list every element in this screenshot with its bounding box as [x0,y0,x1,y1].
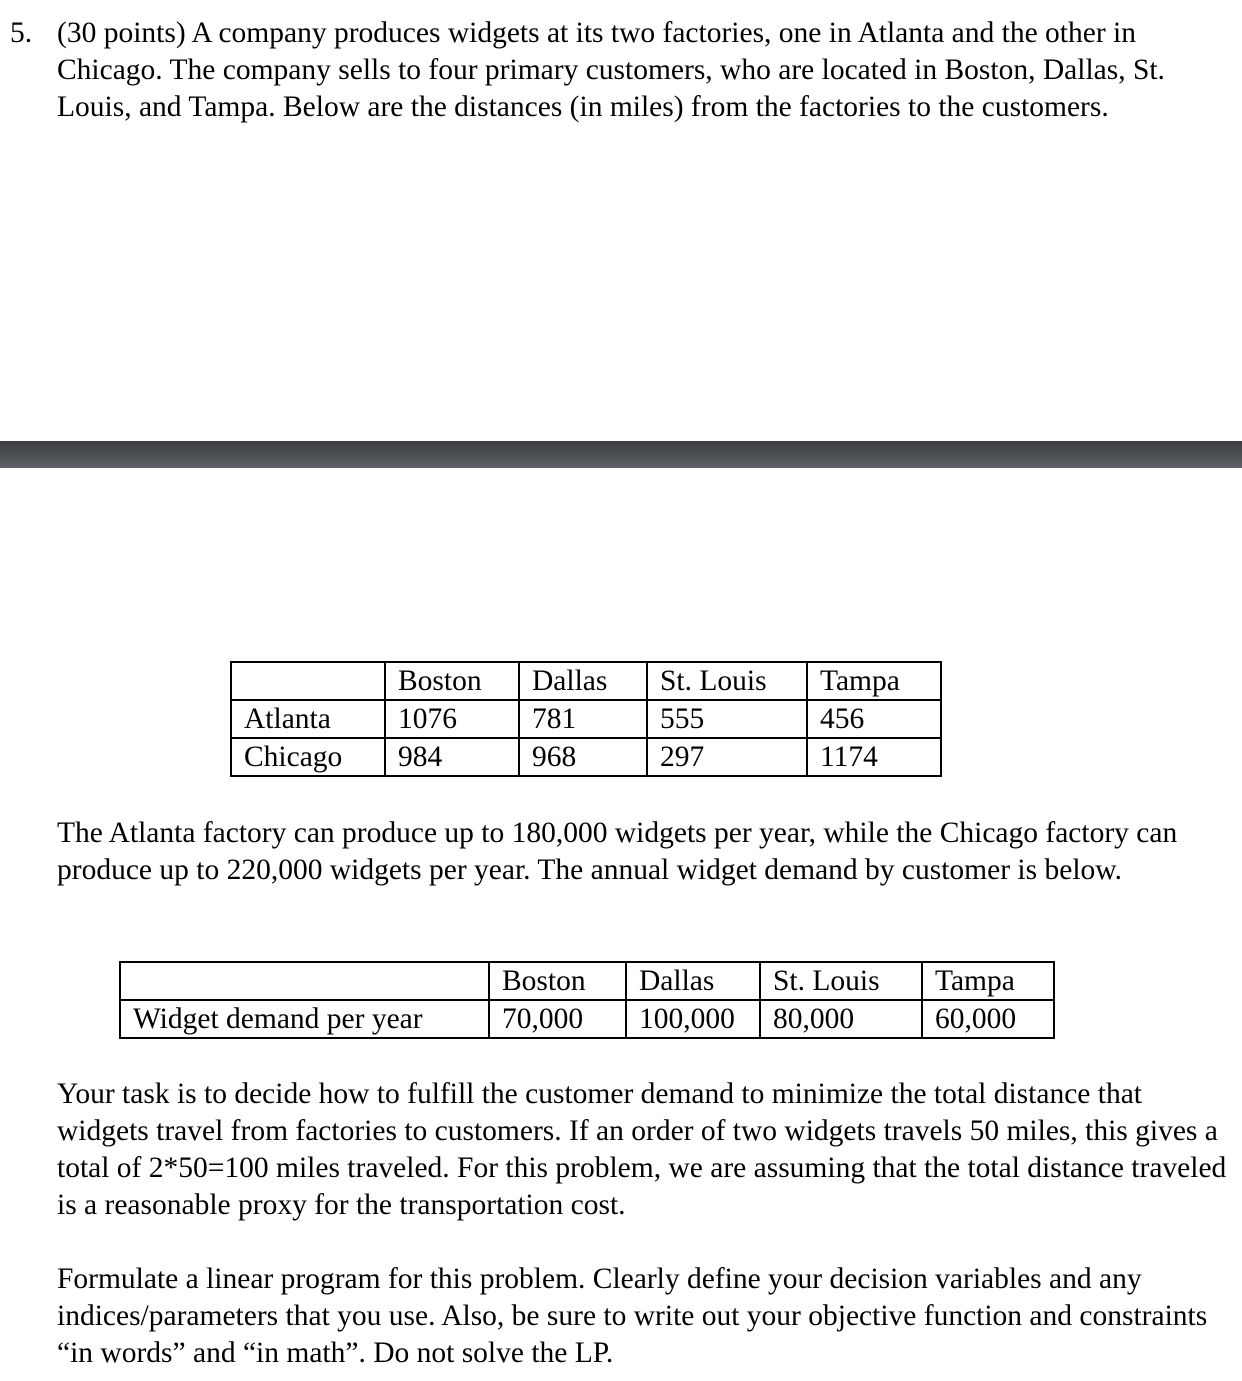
formulate-paragraph: Formulate a linear program for this problem. Clearly define your decision variables and any indices/parameters that you use. Also, be sure to write out your objective function and constraints “in words” and “in math”. Do not solve the LP. [57,1263,1208,1369]
table-cell: 984 [385,738,519,776]
capacity-paragraph: The Atlanta factory can produce up to 180,000 widgets per year, while the Chicago factory can produce up to 220,000 widgets per year. The annual widget demand by customer is below. [57,817,1178,886]
page-divider-bar [0,441,1242,468]
problem-number: 5. [10,17,33,49]
table-header-row [120,962,1054,1000]
table-header-cell: Tampa [922,962,1054,1000]
table-cell: 1076 [385,700,519,738]
table-row-label: Widget demand per year [120,1000,489,1038]
table-row [231,738,941,776]
table-header-cell: Dallas [626,962,760,1000]
table-cell: 70,000 [489,1000,626,1038]
table-header-cell: Boston [489,962,626,1000]
table-row-label: Chicago [231,738,385,776]
table-header-cell: St. Louis [647,662,807,700]
task-paragraph: Your task is to decide how to fulfill the customer demand to minimize the total distance that widgets travel from factories to customers. If an order of two widgets travels 50 miles, this gives a total of 2*50=100 miles traveled. For this problem, we are assuming that the total distance traveled is a reasonable proxy for the transportation cost. [57,1078,1227,1221]
demand-table [119,961,1055,1039]
table-cell: 297 [647,738,807,776]
table-row [231,700,941,738]
table-header-cell: Tampa [807,662,941,700]
table-row-label: Atlanta [231,700,385,738]
table-cell: 100,000 [626,1000,760,1038]
table-cell: 968 [519,738,647,776]
table-header-row [231,662,941,700]
table-header-cell [231,662,385,700]
table-header-cell [120,962,489,1000]
problem-intro-paragraph: (30 points) A company produces widgets at its two factories, one in Atlanta and the other in Chicago. The company sells to four primary customers, who are located in Boston, Dallas, St. Louis, and Tampa. Below are the distances (in miles) from the factories to the customers. [57,17,1165,123]
table-header-cell: St. Louis [760,962,922,1000]
table-cell: 80,000 [760,1000,922,1038]
table-header-cell: Boston [385,662,519,700]
table-cell: 781 [519,700,647,738]
distance-table [230,661,942,777]
table-row [120,1000,1054,1038]
table-cell: 1174 [807,738,941,776]
table-cell: 60,000 [922,1000,1054,1038]
table-cell: 555 [647,700,807,738]
table-header-cell: Dallas [519,662,647,700]
table-cell: 456 [807,700,941,738]
